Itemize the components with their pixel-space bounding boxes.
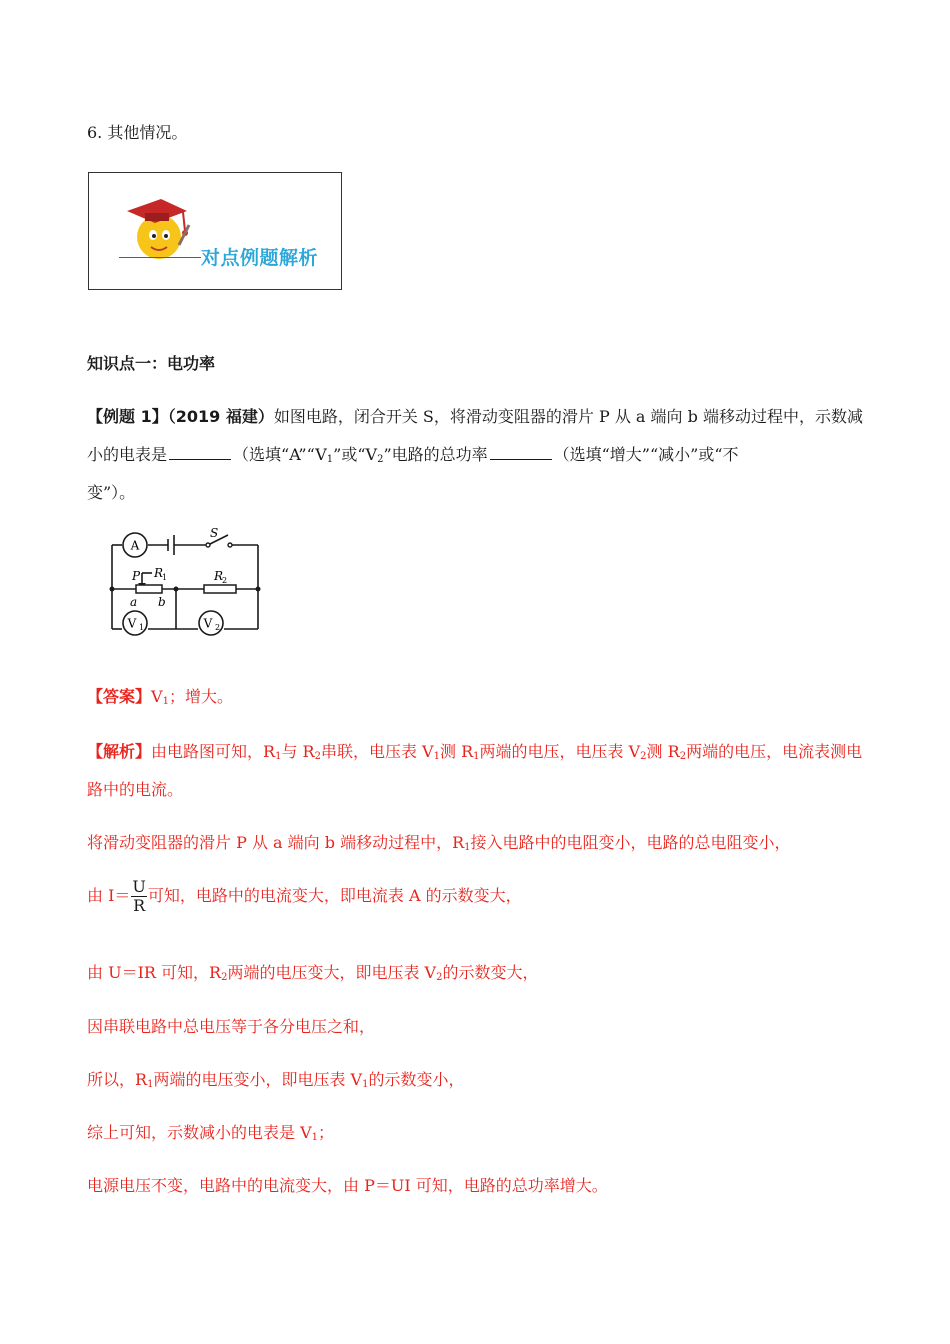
- r2-subscript: 2: [222, 576, 228, 585]
- subscript: 2: [436, 972, 443, 983]
- analysis-line-4: [87, 960, 539, 983]
- subscript: 2: [640, 751, 647, 762]
- example-text-2c: ”或“V: [333, 445, 378, 464]
- r1-label: R: [154, 566, 164, 580]
- subscript: 1: [147, 1079, 154, 1090]
- example-line-2: [87, 442, 739, 465]
- banner-title: 对点例题解析: [201, 247, 319, 269]
- rheostat-r1: [136, 585, 162, 593]
- subscript: 2: [314, 751, 321, 762]
- analysis-text: 两端的电压，电压表 V: [479, 742, 641, 761]
- subscript: 1: [362, 1079, 369, 1090]
- analysis-text: 接入电路中的电阻变小，电路的总电阻变小，: [470, 833, 791, 852]
- example-line-1: [87, 404, 863, 427]
- example-text-2a: 小的电表是: [87, 445, 168, 464]
- switch-label: S: [210, 526, 219, 540]
- analysis-text: 与 R: [281, 742, 315, 761]
- subscript: 1: [162, 696, 169, 707]
- analysis-text: 所以，R: [87, 1070, 148, 1089]
- analysis-line-5: 因串联电路中总电压等于各分电压之和，: [87, 1017, 376, 1036]
- v2-subscript: 2: [215, 623, 221, 632]
- example-text-2e: （选填“增大”“减小”或“不: [553, 445, 739, 464]
- analysis-line-2: [87, 830, 791, 853]
- analysis-text: ；: [318, 1123, 335, 1142]
- subscript: 1: [473, 751, 480, 762]
- example-line-3: 变”）。: [87, 483, 136, 502]
- subscript: 1: [275, 751, 282, 762]
- analysis-text: 的示数变大，: [442, 963, 539, 982]
- knowledge-point-title: 知识点一：电功率: [87, 354, 216, 373]
- answer-blank-2: [490, 445, 552, 460]
- analysis-line-1: [87, 739, 862, 762]
- banner-underline: [119, 257, 201, 258]
- subscript: 2: [377, 454, 384, 465]
- analysis-line-3: [87, 878, 522, 915]
- analysis-text: 两端的电压，电流表测电: [686, 742, 863, 761]
- analysis-text: 将滑动变阻器的滑片 P 从 a 端向 b 端移动过程中，R: [87, 833, 465, 852]
- analysis-text: 两端的电压变大，即电压表 V: [227, 963, 437, 982]
- v1-subscript: 1: [139, 623, 145, 632]
- answer-blank-1: [169, 445, 231, 460]
- analysis-text: 可知，电路中的电流变大，即电流表 A 的示数变大，: [147, 886, 522, 905]
- example-text-1: 如图电路，闭合开关 S，将滑动变阻器的滑片 P 从 a 端向 b 端移动过程中，示数减: [273, 407, 863, 426]
- section-heading-6: 6. 其他情况。: [87, 123, 188, 142]
- subscript: 1: [433, 751, 440, 762]
- resistor-r2: [204, 585, 236, 593]
- subscript: 1: [311, 1132, 319, 1143]
- analysis-line-8: 电源电压不变，电路中的电流变大，由 P＝UI 可知，电路的总功率增大。: [87, 1176, 608, 1195]
- analysis-text: 综上可知，示数减小的电表是 V: [87, 1123, 312, 1142]
- example-text-2b: （选填“A”“V: [233, 445, 327, 464]
- v1-label: V: [127, 616, 137, 631]
- end-a-label: a: [130, 595, 138, 609]
- circuit-diagram: [100, 525, 270, 637]
- r1-subscript: 1: [162, 573, 168, 582]
- answer-line: [87, 684, 233, 707]
- analysis-text: 测 R: [646, 742, 680, 761]
- answer-text: V: [151, 687, 163, 706]
- fraction-u-over-r: [131, 878, 146, 915]
- subscript: 1: [326, 454, 334, 465]
- analysis-text: 由电路图可知，R: [151, 742, 276, 761]
- analysis-text: 由 I＝: [87, 886, 131, 905]
- answer-text-end: ；增大。: [168, 687, 233, 706]
- analysis-line-7: [87, 1120, 334, 1143]
- end-b-label: b: [158, 595, 166, 609]
- subscript: 1: [464, 842, 471, 853]
- fraction-numerator: U: [132, 877, 146, 896]
- analysis-line-6: [87, 1067, 464, 1090]
- subscript: 2: [679, 751, 687, 762]
- analysis-text: 串联，电压表 V: [320, 742, 434, 761]
- example-banner: [88, 172, 342, 290]
- ammeter-label: A: [130, 538, 140, 553]
- answer-tag: 【答案】: [87, 687, 152, 706]
- v2-label: V: [203, 616, 213, 631]
- r2-label: R: [214, 569, 224, 583]
- analysis-text: 由 U＝IR 可知，R: [87, 963, 222, 982]
- analysis-text: 的示数变小，: [368, 1070, 465, 1089]
- analysis-text: 两端的电压变小，即电压表 V: [153, 1070, 363, 1089]
- example-source: （2019 福建）: [167, 407, 274, 426]
- example-text-2d: ”电路的总功率: [383, 445, 488, 464]
- example-tag: 【例题 1】: [87, 407, 168, 426]
- analysis-text: 测 R: [440, 742, 474, 761]
- analysis-line-1b: 路中的电流。: [87, 780, 184, 799]
- slider-label: P: [132, 569, 141, 583]
- subscript: 2: [221, 972, 228, 983]
- graduate-mascot-icon: [117, 187, 197, 267]
- analysis-tag: 【解析】: [87, 742, 152, 761]
- fraction-denominator: R: [133, 896, 146, 915]
